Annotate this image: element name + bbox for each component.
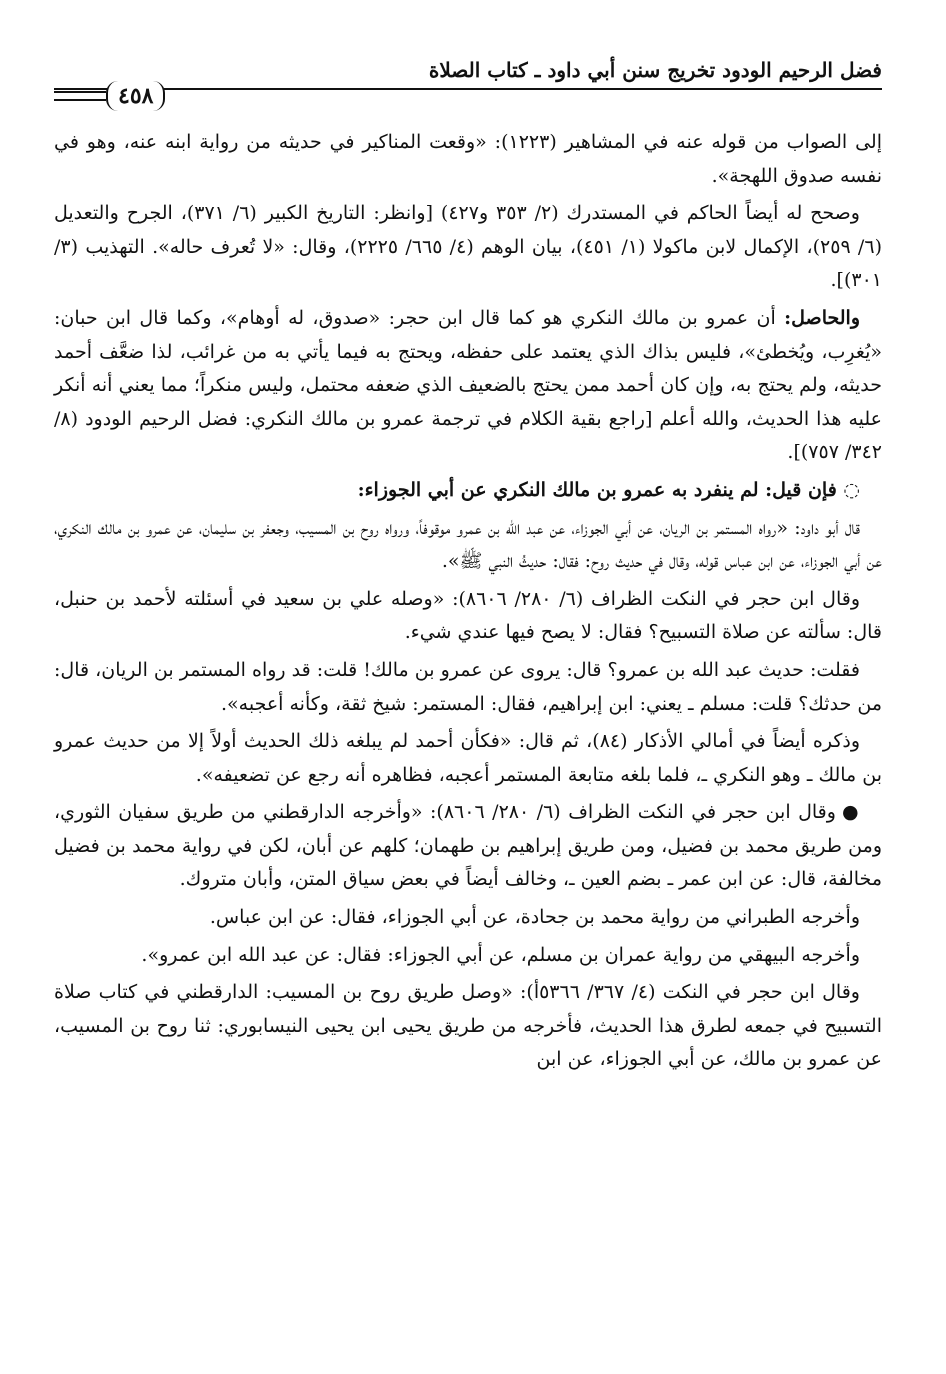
conclusion-lead: والحاصل:	[784, 306, 860, 329]
paragraph-9	[54, 796, 882, 897]
page-header	[54, 52, 882, 110]
paragraph-12: وقال ابن حجر في النكت (٤/ ٣٦٧/ ٥٣٦٦أ): «وصل طريق روح بن المسيب: الدارقطني في كتاب صلاة التسبيح في جمعه لطرق هذا الحديث، فأخرجه من طريق يحيى ابن يحيى النيسابوري: ثنا روح بن المسيب، عن عمرو بن مالك، عن أبي الجوزاء، عن ابن	[54, 981, 882, 1071]
paragraph-5: قال أبو داود: «رواه المستمر بن الريان، عن أبي الجوزاء، عن عبد الله بن عمرو موقوفاً، ورواه روح بن المسيب، وجعفر بن سليمان، عن عمرو بن مالك النكري، عن أبي الجوزاء، عن ابن عباس قوله، وقال في حديث روح: فقال: حديثُ النبي ﷺ».	[54, 516, 882, 573]
running-title: فضل الرحيم الودود تخريج سنن أبي داود ـ كتاب الصلاة	[428, 58, 882, 82]
paragraph-11: وأخرجه البيهقي من رواية عمران بن مسلم، عن أبي الجوزاء: فقال: عن عبد الله ابن عمرو».	[141, 943, 860, 966]
paragraph-10: وأخرجه الطبراني من رواية محمد بن جحادة، عن أبي الجوزاء، فقال: عن ابن عباس.	[209, 906, 860, 929]
paragraph-6: وقال ابن حجر في النكت الظراف (٦/ ٢٨٠/ ٨٦٠٦): «وصله علي بن سعيد في أسئلته لأحمد بن حنبل، قال: سألته عن صلاة التسبيح؟ فقال: لا يصح فيها عندي شيء.	[54, 587, 882, 644]
paragraph-7: فقلت: حديث عبد الله بن عمرو؟ قال: يروى عن عمرو بن مالك! قلت: قد رواه المستمر بن الريان، قال: من حدثك؟ قلت: مسلم ـ يعني: ابن إبراهيم، فقال: المستمر: شيخ ثقة، وكأنه أعجبه».	[54, 658, 882, 715]
paragraph-1: إلى الصواب من قوله عنه في المشاهير (١٢٢٣): «وقعت المناكير في حديثه من رواية ابنه عنه، وهو في نفسه صدوق اللهجة».	[54, 131, 882, 187]
paragraph-8: وذكره أيضاً في أمالي الأذكار (٨٤)، ثم قال: «فكأن أحمد لم يبلغه ذلك الحديث أولاً إلا من حديث عمرو بن مالك ـ وهو النكري ـ، فلما بلغه متابعة المستمر أعجبه، فظاهره أنه رجع عن تضعيفه».	[54, 730, 882, 786]
page-number-ornament	[54, 78, 165, 114]
ornament-double-line	[54, 91, 106, 101]
book-page	[54, 52, 882, 1374]
paragraph-9-text: وقال ابن حجر في النكت الظراف (٦/ ٢٨٠/ ٨٦٠٦): «وأخرجه الدارقطني من طريق سفيان الثوري، ومن طريق محمد بن فضيل، ومن طريق إبراهيم بن طهمان؛ كلهم عن أبان، لكن في رواية محمد بن فضيل مخالفة، قال: عن ابن عمر ـ بضم العين ـ، وخالف أيضاً في بعض سياق المتن، وأبان متروك.	[54, 801, 882, 891]
page-number: ٤٥٨	[106, 81, 165, 111]
main-text	[54, 126, 882, 1081]
conclusion-text: أن عمرو بن مالك النكري هو كما قال ابن حجر: «صدوق، له أوهام»، وكما قال ابن حبان: «يُغرِب، ويُخطئ»، فليس بذاك الذي يعتمد على حفظه، ويحتج به فيما يأتي به من غرائب، لذا ضعَّف أحمد حديثه، ولم يحتج به، وإن كان أحمد ممن يحتج بالضعيف الذي ضعفه محتمل، وليس منكراً؛ مما يعني أنه أنكر عليه هذا الحديث، والله أعلم [راجع بقية الكلام في ترجمة عمرو بن مالك النكري: فضل الرحيم الودود (٨/ ٣٤٢/ ٧٥٧)].	[54, 306, 882, 464]
paragraph-3	[54, 302, 882, 470]
question-heading: ◌ فإن قيل: لم ينفرد به عمرو بن مالك النكري عن أبي الجوزاء:	[357, 478, 860, 501]
paragraph-2: وصحح له أيضاً الحاكم في المستدرك (٢/ ٣٥٣ و٤٢٧) [وانظر: التاريخ الكبير (٦/ ٣٧١)، الجرح والتعديل (٦/ ٢٥٩)، الإكمال لابن ماكولا (١/ ٤٥١)، بيان الوهم (٤/ ٦٦٥/ ٢٢٢٥)، وقال: «لا تُعرف حاله». التهذيب (٣/ ٣٠١)].	[54, 202, 882, 292]
bullet-icon: ●	[841, 801, 860, 824]
header-rule	[54, 88, 882, 90]
